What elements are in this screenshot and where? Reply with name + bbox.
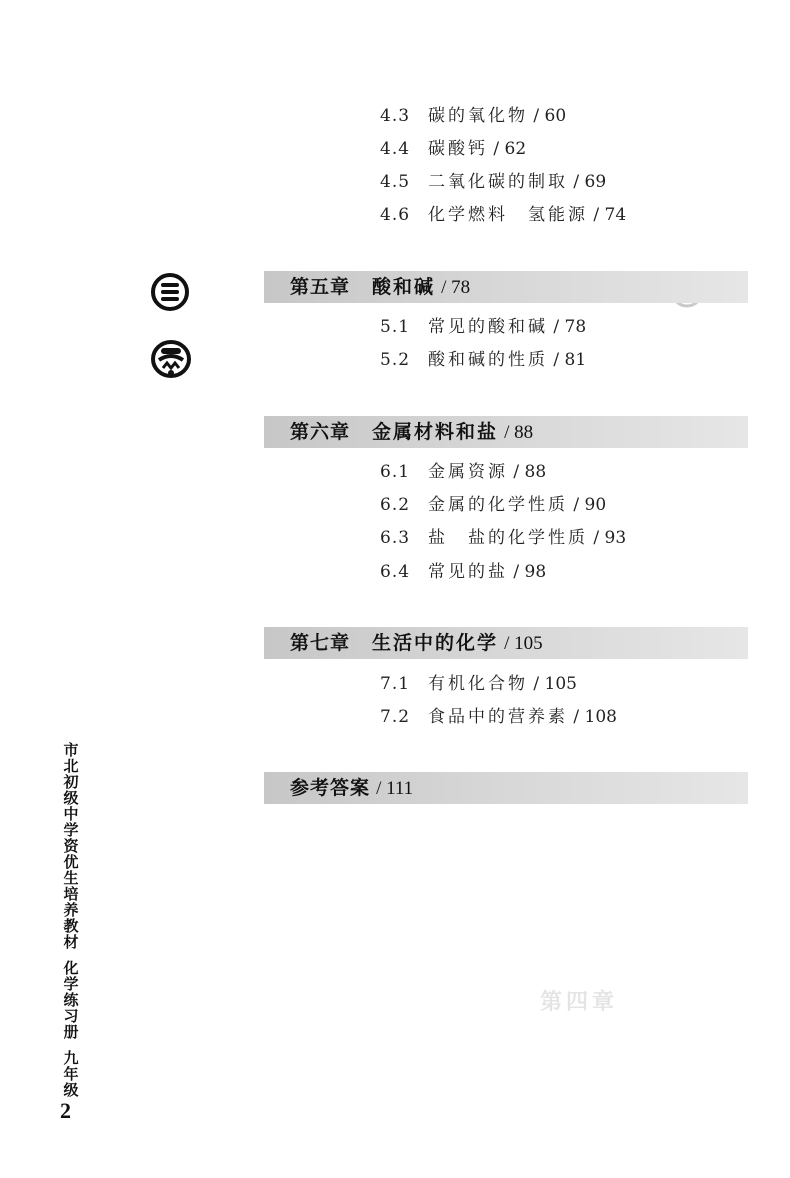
lu-seal-icon — [150, 338, 192, 384]
bleed-through-text: 第四章 — [540, 990, 619, 1015]
chapter-title: 金属材料和盐 — [372, 421, 499, 443]
section-number: 5.1 — [380, 317, 411, 337]
section-page: / 81 — [553, 350, 587, 370]
series-char: 生 — [63, 869, 79, 887]
chapter-7-heading[interactable] — [290, 627, 543, 660]
chapter-page: / 88 — [504, 422, 534, 443]
answers-page: / 111 — [376, 778, 414, 799]
section-title: 金属的化学性质 — [428, 495, 568, 515]
toc-entry-6-4[interactable] — [380, 561, 546, 583]
series-char: 优 — [63, 853, 79, 871]
section-page: / 69 — [573, 172, 607, 192]
series-char: 材 — [63, 933, 79, 951]
grade-char: 年 — [63, 1065, 79, 1083]
grade-char: 九 — [63, 1049, 79, 1067]
chapter-title: 生活中的化学 — [372, 632, 499, 654]
section-title: 酸和碱的性质 — [428, 350, 548, 370]
chapter-label: 第五章 — [290, 276, 351, 298]
section-title: 金属资源 — [428, 462, 508, 482]
series-char: 中 — [63, 805, 79, 823]
section-title: 盐 盐的化学性质 — [428, 528, 588, 548]
section-title: 食品中的营养素 — [428, 707, 568, 727]
series-char: 初 — [63, 773, 79, 791]
section-number: 6.2 — [380, 495, 411, 515]
subject-char: 练 — [63, 991, 79, 1009]
series-char: 养 — [63, 901, 79, 919]
series-char: 培 — [63, 885, 79, 903]
chapter-6-heading[interactable] — [290, 416, 533, 449]
section-number: 4.6 — [380, 205, 411, 225]
section-page: / 105 — [533, 674, 577, 694]
section-page: / 60 — [533, 106, 567, 126]
section-number: 6.1 — [380, 462, 411, 482]
chapter-page: / 105 — [504, 633, 543, 654]
section-title: 有机化合物 — [428, 674, 528, 694]
series-char: 市 — [63, 741, 79, 759]
chapter-label: 第七章 — [290, 632, 351, 654]
section-title: 二氧化碳的制取 — [428, 172, 568, 192]
toc-entry-6-1[interactable] — [380, 461, 546, 483]
section-page: / 108 — [573, 707, 617, 727]
chapter-label: 第六章 — [290, 421, 351, 443]
section-page: / 78 — [553, 317, 587, 337]
section-title: 碳的氧化物 — [428, 106, 528, 126]
section-page: / 98 — [513, 562, 547, 582]
section-number: 6.3 — [380, 528, 411, 548]
series-char: 级 — [63, 789, 79, 807]
toc-entry-7-2[interactable] — [380, 706, 617, 728]
subject-char: 学 — [63, 975, 79, 993]
toc-entry-7-1[interactable] — [380, 673, 577, 695]
toc-entry-6-2[interactable] — [380, 494, 606, 516]
section-number: 4.3 — [380, 106, 411, 126]
subject-char: 习 — [63, 1007, 79, 1025]
answers-title: 参考答案 — [290, 777, 371, 799]
section-page: / 88 — [513, 462, 547, 482]
section-number: 4.5 — [380, 172, 411, 192]
section-title: 常见的酸和碱 — [428, 317, 548, 337]
page-number: 2 — [60, 1098, 71, 1123]
section-number: 7.1 — [380, 674, 411, 694]
section-number: 5.2 — [380, 350, 411, 370]
toc-entry-4-5[interactable] — [380, 171, 606, 193]
chapter-title: 酸和碱 — [372, 276, 436, 298]
mu-lu-circle-icon — [150, 272, 190, 316]
toc-entry-4-4[interactable] — [380, 138, 526, 160]
section-title: 化学燃料 氢能源 — [428, 205, 588, 225]
section-page: / 90 — [573, 495, 607, 515]
section-page: / 62 — [493, 139, 527, 159]
subject-char: 化 — [63, 959, 79, 977]
answers-heading[interactable] — [290, 772, 413, 805]
toc-entry-4-3[interactable] — [380, 105, 566, 127]
section-number: 4.4 — [380, 139, 411, 159]
section-title: 碳酸钙 — [428, 139, 488, 159]
section-number: 7.2 — [380, 707, 411, 727]
toc-entry-6-3[interactable] — [380, 527, 626, 549]
chapter-page: / 78 — [441, 277, 471, 298]
section-title: 常见的盐 — [428, 562, 508, 582]
series-char: 学 — [63, 821, 79, 839]
book-series-vertical-title — [58, 742, 84, 1098]
grade-char: 级 — [63, 1081, 79, 1099]
series-char: 北 — [63, 757, 79, 775]
series-char: 资 — [63, 837, 79, 855]
section-number: 6.4 — [380, 562, 411, 582]
chapter-5-heading[interactable] — [290, 271, 470, 304]
toc-entry-4-6[interactable] — [380, 204, 626, 226]
section-page: / 74 — [593, 205, 627, 225]
toc-entry-5-2[interactable] — [380, 349, 586, 371]
section-page: / 93 — [593, 528, 627, 548]
subject-char: 册 — [63, 1023, 79, 1041]
series-char: 教 — [63, 917, 79, 935]
toc-entry-5-1[interactable] — [380, 316, 586, 338]
